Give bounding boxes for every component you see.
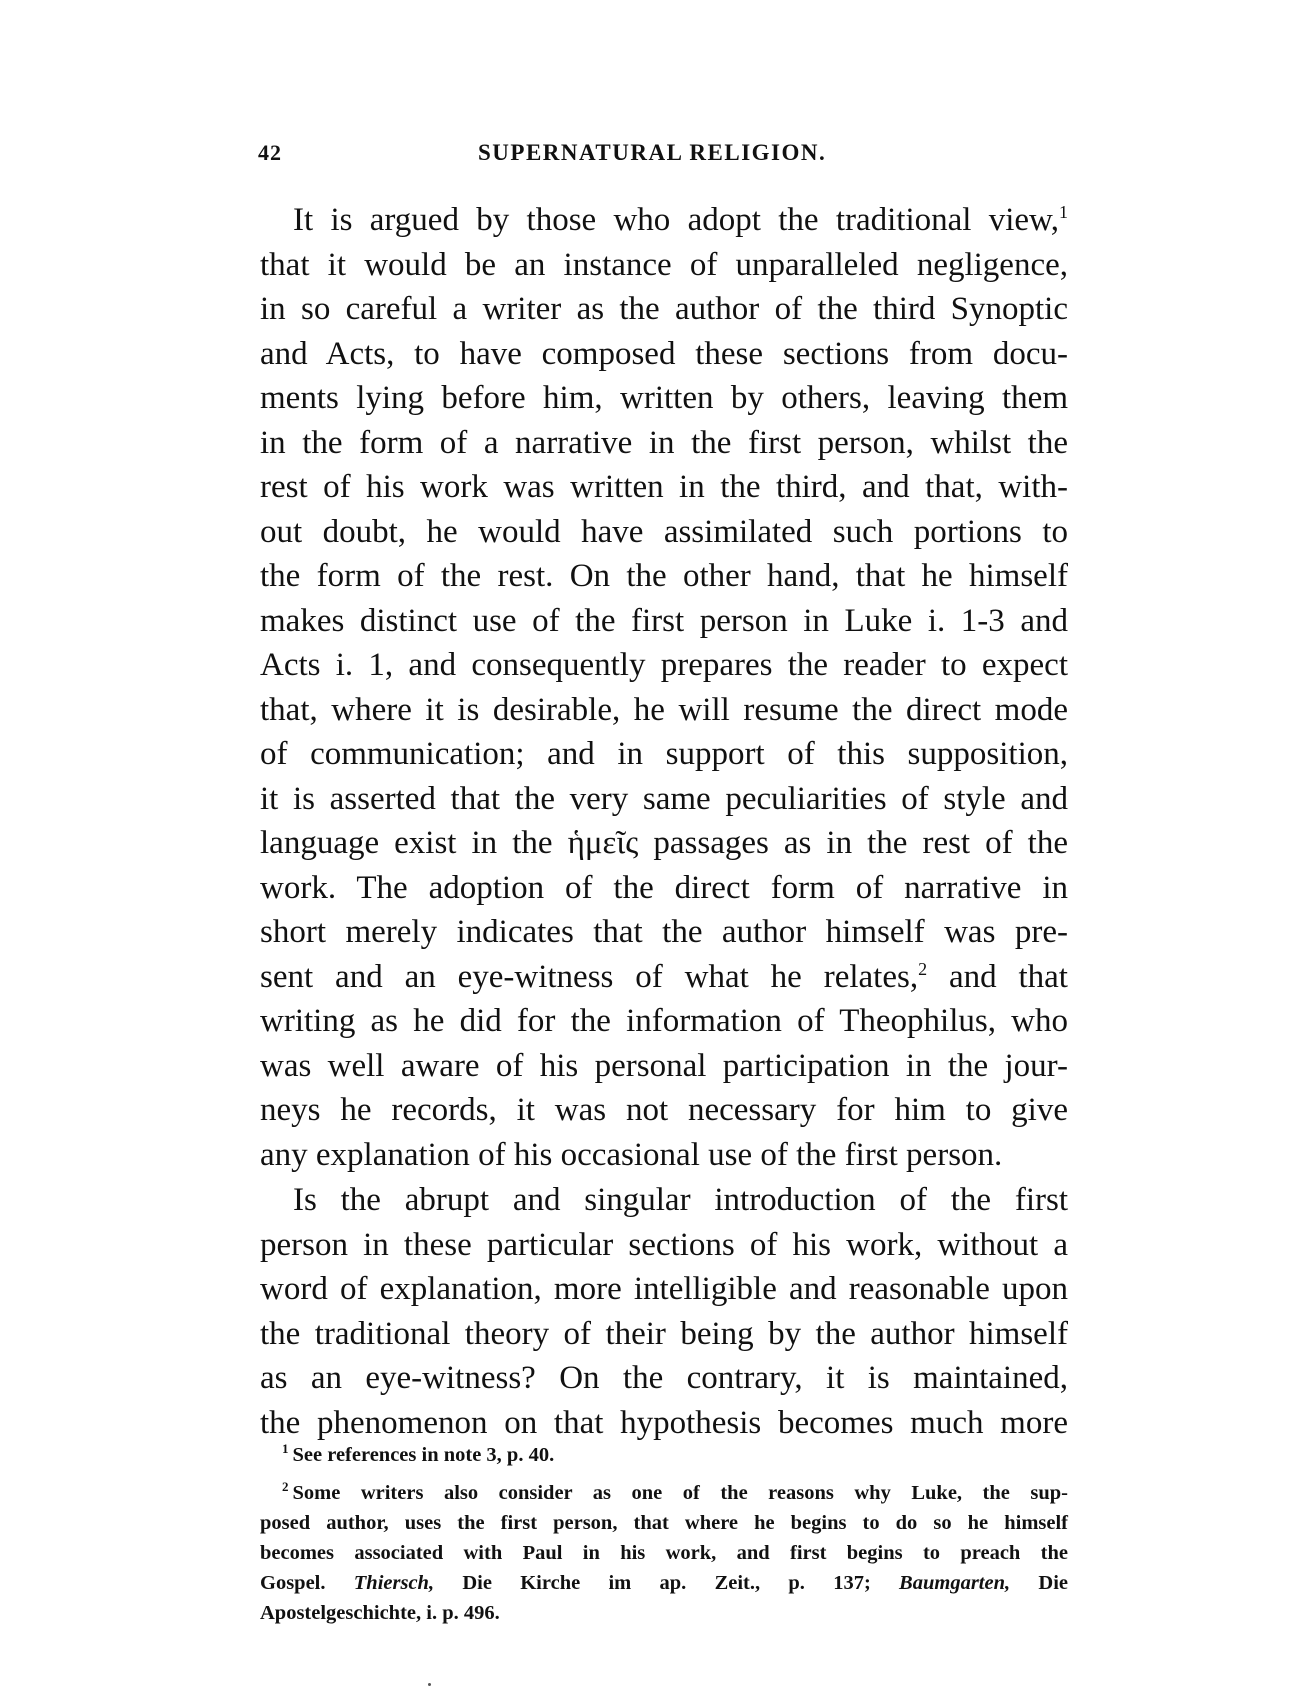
text-line: short merely indicates that the author himself was pre-	[260, 914, 1068, 950]
footnote-mark: 2	[282, 1479, 289, 1495]
text-line: sent and an eye-witness of what he relates,$^2$ and that	[260, 958, 1068, 995]
paragraph-1	[260, 198, 1068, 1177]
paragraph-2	[260, 1178, 1068, 1445]
text-line: out doubt, he would have assimilated such portions to	[260, 513, 1068, 550]
footnotes	[260, 1440, 1068, 1628]
text-line: of communication; and in support of this supposition,	[260, 736, 1068, 772]
page-number: 42	[258, 140, 282, 165]
text-line: word of explanation, more intelligible and reasonable upon	[260, 1271, 1068, 1307]
text-line: as an eye-witness? On the contrary, it is maintained,	[260, 1360, 1068, 1396]
text-line: rest of his work was written in the third, and that, with-	[260, 469, 1068, 505]
text-line: Is the abrupt and singular introduction of the first	[293, 1182, 1068, 1218]
text-line: It is argued by those who adopt the traditional view,$^1$	[293, 202, 1068, 238]
footnote-line: Gospel. Thiersch, Die Kirche im ap. Zeit., p. 137; Baumgarten, Die	[260, 1572, 1068, 1594]
text-line: neys he records, it was not necessary for him to give	[260, 1092, 1068, 1128]
footnote-line: posed author, uses the first person, that where he begins to do so he himself	[260, 1512, 1068, 1534]
text-line: Acts i. 1, and consequently prepares the reader to expect	[260, 647, 1068, 683]
text-line: ments lying before him, written by others, leaving them	[260, 380, 1068, 416]
footnote-line: becomes associated with Paul in his work, and first begins to preach the	[260, 1542, 1068, 1564]
running-title: SUPERNATURAL RELIGION.	[478, 140, 827, 165]
text-line: it is asserted that the very same peculiarities of style and	[260, 780, 1068, 817]
text-line: that it would be an instance of unparalleled negligence,	[260, 246, 1068, 283]
text-line: any explanation of his occasional use of the first person.	[260, 1136, 1003, 1173]
author-name: Baumgarten,	[899, 1572, 1011, 1594]
text-line: in the form of a narrative in the first person, whilst the	[260, 424, 1068, 461]
scan-speck	[428, 1683, 431, 1686]
text-line: that, where it is desirable, he will resume the direct mode	[260, 691, 1068, 728]
text-line: work. The adoption of the direct form of narrative in	[260, 869, 1068, 906]
text-line: person in these particular sections of his work, without a	[260, 1226, 1068, 1263]
footnote-line: Apostelgeschichte, i. p. 496.	[260, 1602, 500, 1624]
author-name: Thiersch,	[353, 1572, 435, 1594]
text-line: in so careful a writer as the author of the third Synoptic	[260, 291, 1068, 327]
footnote-2: $^2$ Some writers also consider as one of the reasons why Luke, the sup-	[282, 1479, 1068, 1504]
footnote-1: $^1$ See references in note 3, p. 40.	[282, 1441, 555, 1466]
text-line: and Acts, to have composed these sections from docu-	[260, 335, 1068, 372]
text-line: was well aware of his personal participation in the jour-	[260, 1047, 1068, 1084]
text-line: language exist in the ἡμεῖς passages as in the rest of the	[260, 825, 1068, 861]
footnote-ref: 2	[918, 958, 928, 979]
text-line: the phenomenon on that hypothesis becomes much more	[260, 1404, 1068, 1441]
text-line: writing as he did for the information of Theophilus, who	[260, 1003, 1068, 1039]
footnote-ref: 1	[1059, 202, 1068, 222]
text-line: the form of the rest. On the other hand, that he himself	[260, 558, 1068, 594]
text-line: the traditional theory of their being by the author himself	[260, 1315, 1068, 1352]
footnote-mark: 1	[282, 1441, 289, 1457]
text-line: makes distinct use of the first person in Luke i. 1-3 and	[260, 602, 1068, 639]
body-text	[260, 198, 1068, 1445]
